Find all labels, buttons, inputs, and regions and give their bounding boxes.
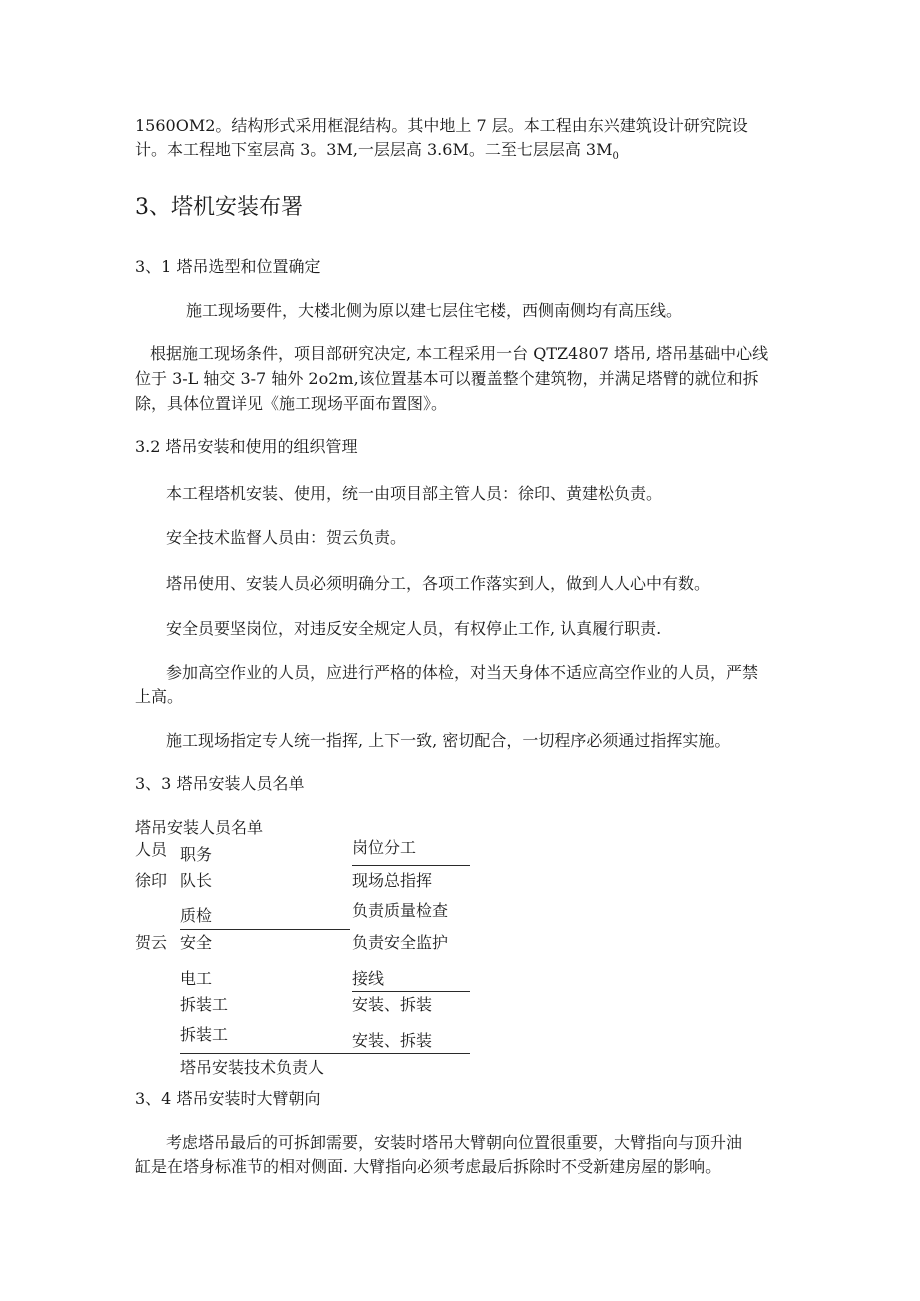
- intro-line-2-subscript: 0: [612, 151, 619, 163]
- rule-row-4: [352, 991, 470, 992]
- row-5-duty: 拆装工: [180, 995, 229, 1014]
- rule-row-2: [180, 929, 350, 930]
- intro-line-1: 1560OM2。结构形式采用框混结构。其中地上 7 层。本工程由东兴建筑设计研究院设: [135, 116, 748, 135]
- section-3-4-para-line-1: 考虑塔吊最后的可拆卸需要，安装时塔吊大臂朝向位置很重要，大臂指向与顶升油: [166, 1133, 743, 1152]
- row-4-role: 接线: [352, 969, 385, 988]
- table-header-role: 岗位分工: [352, 838, 417, 857]
- section-3-2-para-5-line-1: 参加高空作业的人员，应进行严格的体检，对当天身体不适应高空作业的人员，严禁: [166, 663, 759, 682]
- section-3-1-para-2-line-2: 位于 3-L 轴交 3-7 轴外 2o2m,该位置基本可以覆盖整个建筑物，并满足塔臂的就位和拆: [135, 369, 759, 388]
- row-1-person: 徐印: [135, 871, 168, 890]
- row-3-duty: 安全: [180, 933, 213, 952]
- row-6-role: 安装、拆装: [352, 1031, 433, 1050]
- section-3-1-heading: 3、1 塔吊选型和位置确定: [135, 257, 321, 276]
- section-3-2-para-2: 安全技术监督人员由：贺云负责。: [166, 528, 407, 547]
- section-3-1-para-2-line-1: 根据施工现场条件，项目部研究决定, 本工程采用一台 QTZ4807 塔吊, 塔吊基础中心线: [150, 344, 769, 363]
- table-title: 塔吊安装人员名单: [135, 818, 264, 837]
- rule-header-role: [352, 865, 470, 866]
- row-2-duty: 质检: [180, 906, 213, 925]
- section-3-1-para-1: 施工现场要件，大楼北侧为原以建七层住宅楼，西侧南侧均有高压线。: [186, 301, 683, 320]
- section-3-3-heading: 3、3 塔吊安装人员名单: [135, 774, 305, 793]
- row-3-person: 贺云: [135, 933, 168, 952]
- section-3-heading: 3、塔机安装布署: [135, 195, 303, 220]
- section-3-4-heading: 3、4 塔吊安装时大臂朝向: [135, 1089, 321, 1108]
- intro-line-2-main: 计。本工程地下室层高 3。3M,一层层高 3.6M。二至七层层高 3M: [135, 140, 613, 159]
- section-3-2-para-6: 施工现场指定专人统一指挥, 上下一致, 密切配合，一切程序必须通过指挥实施。: [166, 731, 731, 750]
- section-3-2-para-3: 塔吊使用、安装人员必须明确分工，各项工作落实到人，做到人人心中有数。: [166, 574, 711, 593]
- intro-line-2: [135, 140, 619, 167]
- row-5-role: 安装、拆装: [352, 995, 433, 1014]
- row-4-duty: 电工: [180, 969, 213, 988]
- section-3-2-heading: 3.2 塔吊安装和使用的组织管理: [135, 437, 358, 456]
- table-footer: 塔吊安装技术负责人: [180, 1058, 325, 1077]
- row-6-duty: 拆装工: [180, 1025, 229, 1044]
- table-header-person: 人员: [135, 840, 168, 859]
- row-2-role: 负责质量检查: [352, 901, 449, 920]
- table-header-duty: 职务: [180, 845, 213, 864]
- row-1-duty: 队长: [180, 871, 213, 890]
- row-1-role: 现场总指挥: [352, 871, 433, 890]
- section-3-1-para-2-line-3: 除，具体位置详见《施工现场平面布置图》。: [135, 394, 448, 413]
- section-3-4-para-line-2: 缸是在塔身标准节的相对侧面. 大臂指向必须考虑最后拆除时不受新建房屋的影响。: [135, 1157, 722, 1176]
- section-3-2-para-5-line-2: 上高。: [135, 687, 184, 706]
- section-3-2-para-4: 安全员要坚岗位，对违反安全规定人员，有权停止工作, 认真履行职责.: [166, 619, 662, 638]
- section-3-2-para-1: 本工程塔机安装、使用，统一由项目部主管人员：徐印、黄建松负责。: [166, 484, 663, 503]
- rule-row-6: [180, 1053, 470, 1054]
- row-3-role: 负责安全监护: [352, 933, 449, 952]
